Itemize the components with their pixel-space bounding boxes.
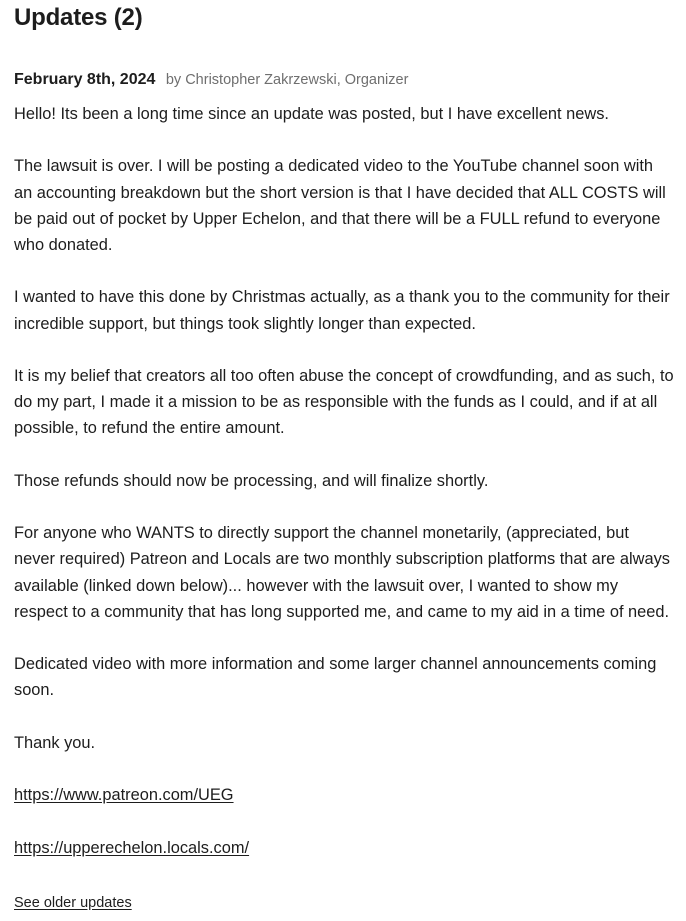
update-date: February 8th, 2024 (14, 71, 156, 88)
update-paragraph: It is my belief that creators all too often abuse the concept of crowdfunding, and as such, to do my part, I made it a mission to be as responsible with the funds as I could, and if at all possible, to refund the entire amount. (14, 366, 674, 438)
locals-link[interactable]: https://upperechelon.locals.com/ (14, 838, 250, 857)
update-paragraph: Dedicated video with more information and some larger channel announcements coming soon. (14, 655, 657, 700)
update-author: by Christopher Zakrzewski, Organizer (165, 72, 409, 88)
locals-link-row (14, 835, 674, 861)
update-paragraph: Those refunds should now be processing, and will finalize shortly. (14, 471, 489, 490)
update-paragraph: The lawsuit is over. I will be posting a dedicated video to the YouTube channel soon with an accounting breakdown but the short version is that I have decided that ALL COSTS will be paid out of pocket by Upper Echelon, and that there will be a FULL refund to everyone who donated. (14, 157, 666, 254)
updates-heading: Updates (2) (14, 4, 143, 31)
update-paragraph: Hello! Its been a long time since an update was posted, but I have excellent news. (14, 105, 609, 123)
update-body (14, 101, 674, 887)
see-older-updates-link[interactable]: See older updates (14, 895, 132, 911)
update-paragraph: Thank you. (14, 733, 96, 752)
update-paragraph: I wanted to have this done by Christmas actually, as a thank you to the community for their incredible support, but things took slightly longer than expected. (14, 288, 670, 333)
patreon-link-row (14, 782, 674, 808)
update-paragraph: For anyone who WANTS to directly support the channel monetarily, (appreciated, but never required) Patreon and Locals are two monthly subscription platforms that are always available (linked down below)... however with the lawsuit over, I wanted to show my respect to a community that has long supported me, and came to my aid in a time of need. (14, 524, 670, 621)
update-meta (14, 69, 408, 91)
patreon-link[interactable]: https://www.patreon.com/UEG (14, 786, 234, 805)
